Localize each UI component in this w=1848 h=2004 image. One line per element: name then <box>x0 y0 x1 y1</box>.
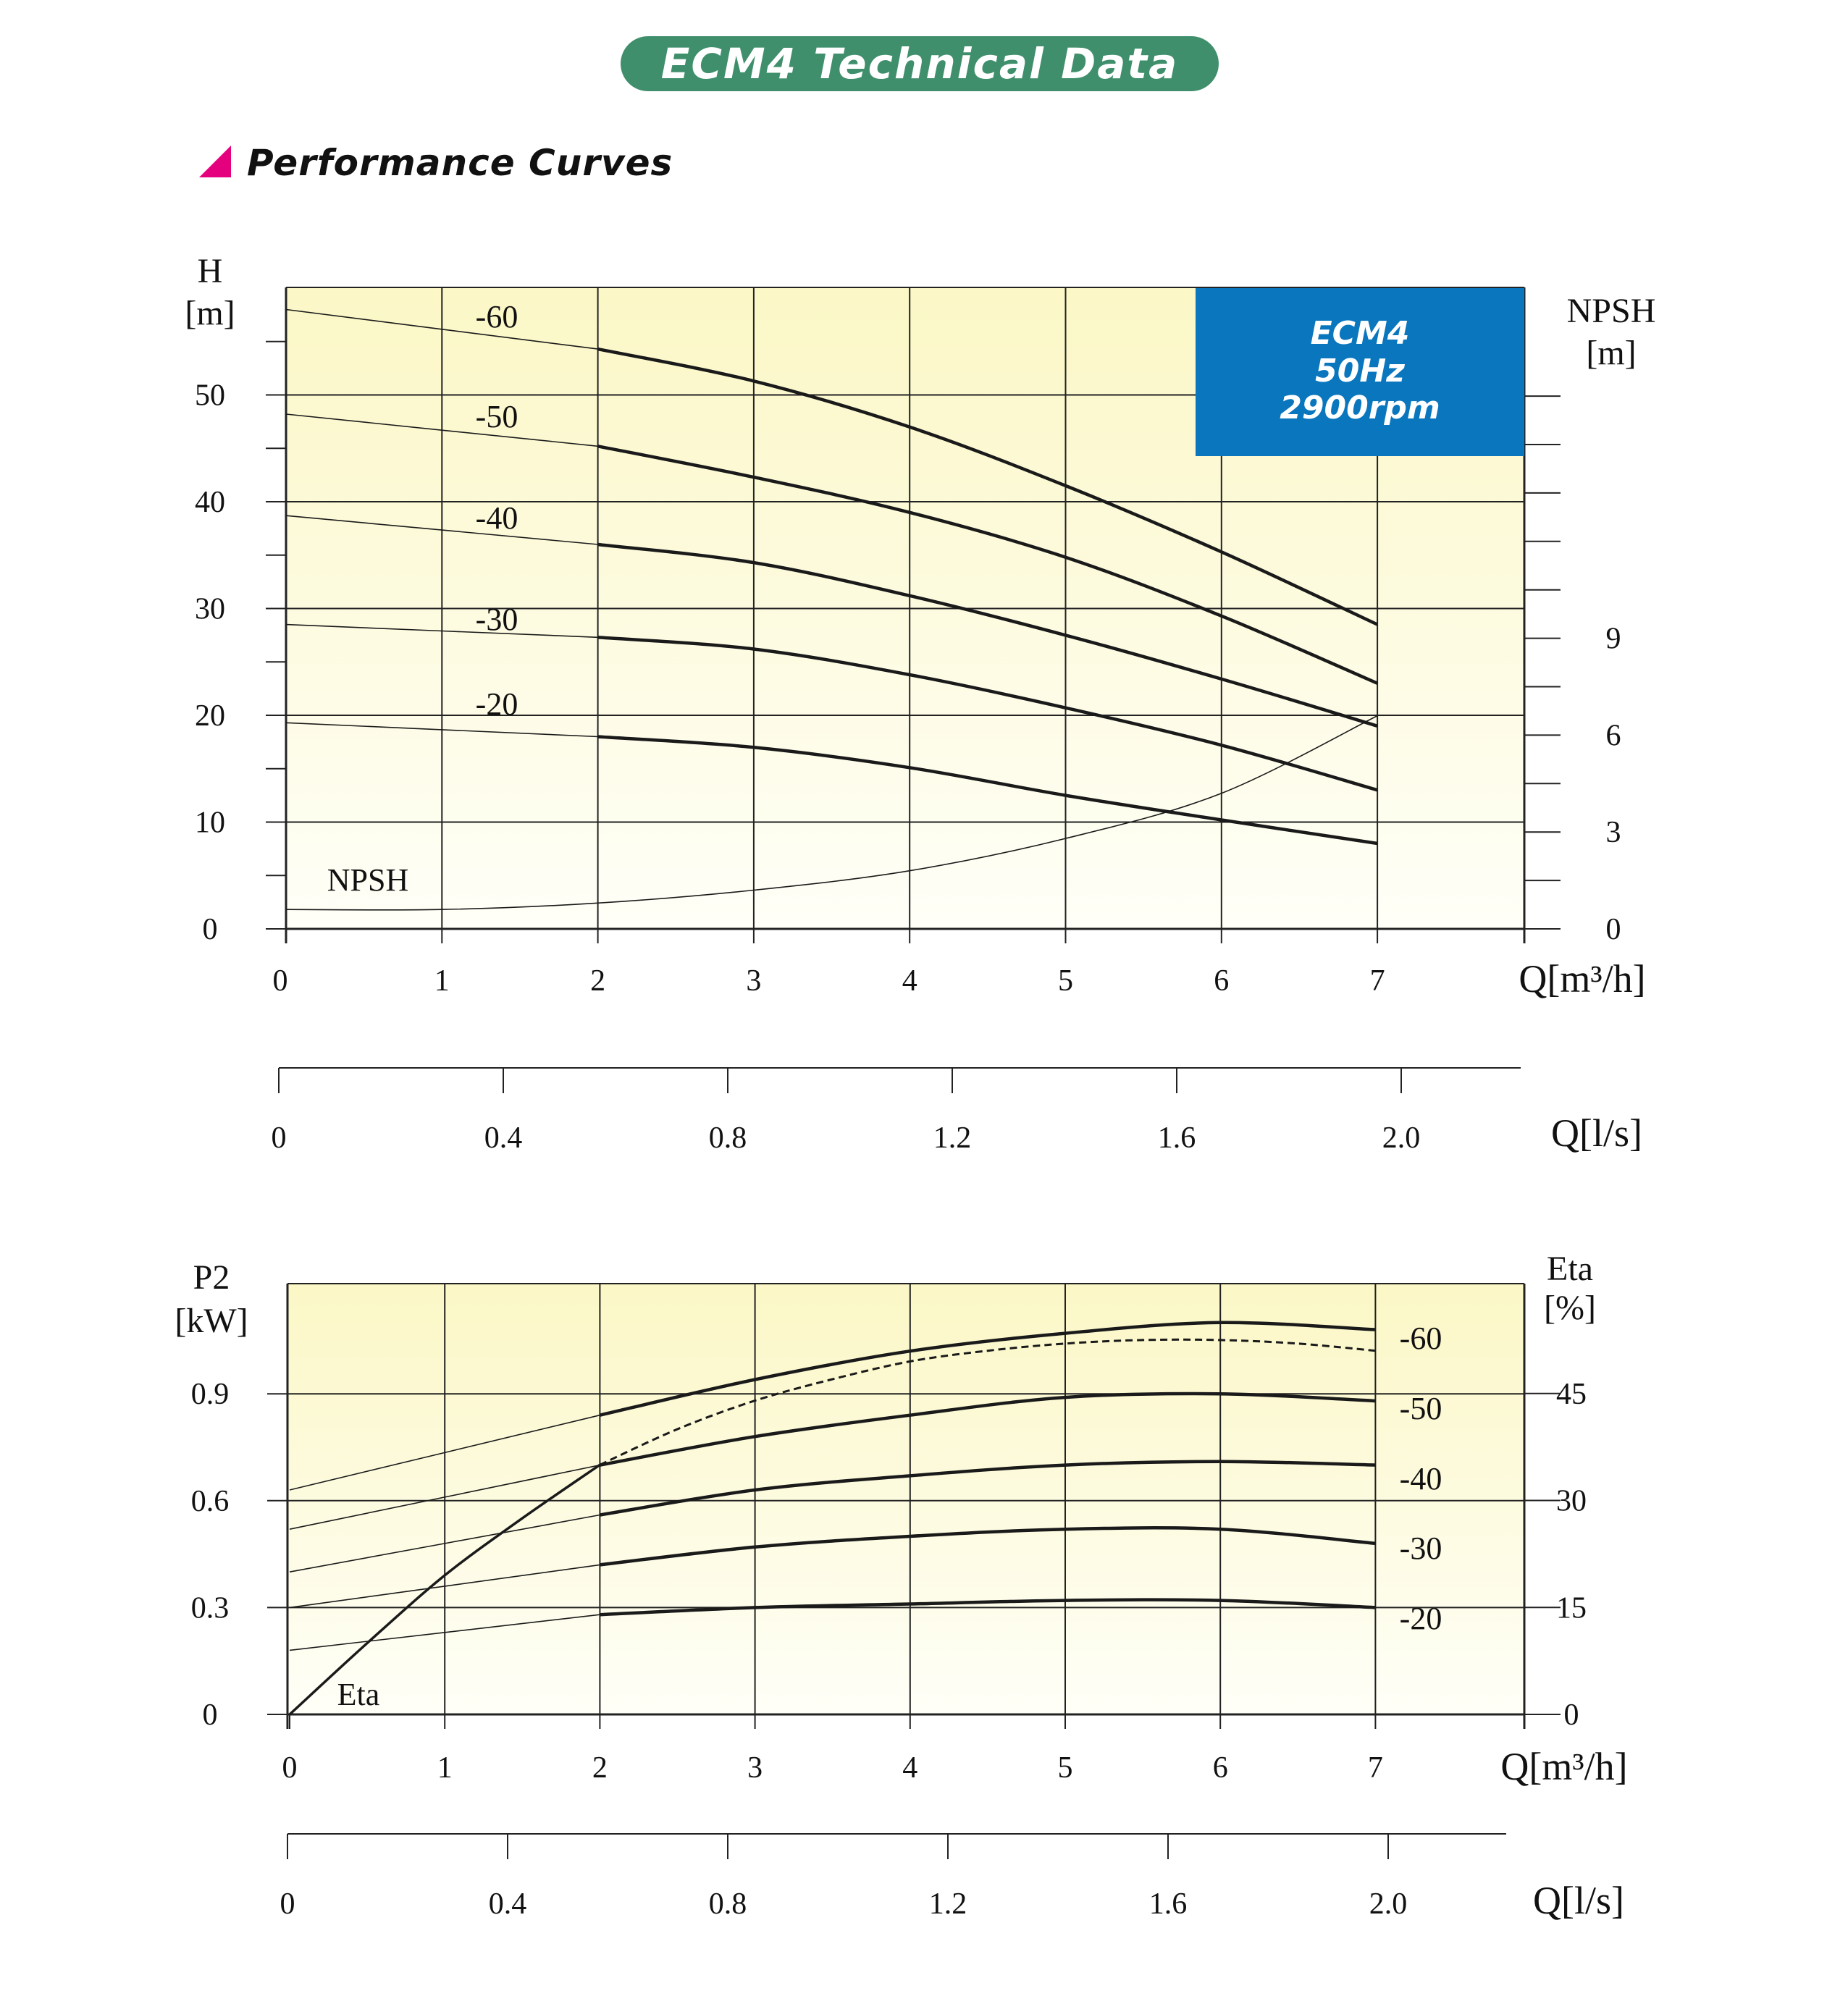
x-axis-label: Q[m³/h] <box>1500 1745 1628 1788</box>
x-tick-label: 4 <box>902 1751 918 1785</box>
x-tick-label: 6 <box>1212 1751 1228 1785</box>
x-tick-label: 2 <box>590 964 606 998</box>
eta-curve-label: Eta <box>337 1677 380 1712</box>
section-title: Performance Curves <box>247 142 673 184</box>
y-tick-label: 0 <box>202 913 218 946</box>
secondary-x-tick-label: 2.0 <box>1382 1121 1421 1155</box>
x-tick-label: 5 <box>1058 964 1073 998</box>
y2-axis-label: Eta <box>1547 1250 1593 1288</box>
y2-axis-unit: [m] <box>1586 334 1637 372</box>
y2-tick-label: 30 <box>1556 1484 1587 1518</box>
y-axis-label: H <box>197 252 223 290</box>
secondary-x-tick-label: 2.0 <box>1369 1887 1408 1921</box>
head-curve-label: -20 <box>475 686 518 722</box>
head-curve-label: -50 <box>475 399 518 434</box>
y2-tick-label: 3 <box>1605 816 1621 850</box>
head-curve-label: -60 <box>475 299 518 334</box>
y-axis-label: P2 <box>193 1258 230 1297</box>
y2-tick-label: 0 <box>1605 913 1621 946</box>
power-curve-label: -20 <box>1399 1601 1442 1636</box>
power-curve-label: -40 <box>1399 1461 1442 1496</box>
y2-tick-label: 15 <box>1556 1591 1587 1625</box>
y-tick-label: 10 <box>195 806 225 840</box>
power-curve-label: -30 <box>1399 1531 1442 1566</box>
x-tick-label: 3 <box>747 1751 763 1785</box>
y-tick-label: 0.6 <box>190 1484 230 1518</box>
x-tick-label: 7 <box>1367 1751 1383 1785</box>
y2-tick-label: 45 <box>1556 1377 1587 1411</box>
secondary-x-tick-label: 0.4 <box>488 1887 527 1921</box>
y-tick-label: 30 <box>195 592 225 626</box>
head-curve-label: -30 <box>475 602 518 637</box>
power-curve-label: -60 <box>1399 1321 1442 1356</box>
secondary-x-tick-label: 0 <box>271 1121 287 1155</box>
y2-tick-label: 0 <box>1563 1698 1579 1732</box>
secondary-x-axis-label: Q[l/s] <box>1533 1879 1624 1922</box>
x-tick-label: 6 <box>1214 964 1230 998</box>
secondary-x-tick-label: 0 <box>280 1887 295 1921</box>
x-tick-label: 4 <box>902 964 917 998</box>
power-eta-chart <box>175 1250 1627 1922</box>
x-tick-label: 3 <box>746 964 762 998</box>
x-tick-label: 0 <box>282 1751 298 1785</box>
x-tick-label: 7 <box>1369 964 1385 998</box>
y2-axis-unit: [%] <box>1544 1289 1596 1327</box>
y-axis-unit: [m] <box>185 294 235 332</box>
x-tick-label: 1 <box>437 1751 453 1785</box>
secondary-x-tick-label: 0.8 <box>708 1121 747 1155</box>
secondary-x-tick-label: 1.2 <box>933 1121 972 1155</box>
y-tick-label: 50 <box>195 379 225 413</box>
banner-title: ECM4 Technical Data <box>660 39 1179 88</box>
secondary-x-tick-label: 1.2 <box>928 1887 967 1921</box>
secondary-x-tick-label: 0.8 <box>708 1887 747 1921</box>
plot-area <box>287 1284 1524 1714</box>
y-tick-label: 0.3 <box>190 1591 230 1625</box>
power-curve-label: -50 <box>1399 1391 1442 1426</box>
secondary-x-tick-label: 1.6 <box>1148 1887 1188 1921</box>
secondary-x-tick-label: 1.6 <box>1157 1121 1196 1155</box>
y-tick-label: 20 <box>195 699 225 733</box>
head-curve-label: -40 <box>475 500 518 536</box>
info-speed: 2900rpm <box>1280 390 1440 426</box>
x-axis-label: Q[m³/h] <box>1519 957 1646 1001</box>
head-chart <box>185 252 1655 1155</box>
y-tick-label: 40 <box>195 486 225 519</box>
info-model: ECM4 <box>1310 315 1410 352</box>
secondary-x-tick-label: 0.4 <box>484 1121 523 1155</box>
y2-tick-label: 6 <box>1605 719 1621 753</box>
y-tick-label: 0.9 <box>190 1378 230 1412</box>
x-tick-label: 1 <box>434 964 450 998</box>
x-tick-label: 0 <box>272 964 288 998</box>
secondary-x-axis-label: Q[l/s] <box>1551 1111 1642 1155</box>
info-frequency: 50Hz <box>1315 353 1405 390</box>
y-axis-unit: [kW] <box>175 1302 248 1340</box>
x-tick-label: 2 <box>592 1751 608 1785</box>
y2-axis-label: NPSH <box>1566 292 1656 330</box>
y-tick-label: 0 <box>202 1698 218 1732</box>
x-tick-label: 5 <box>1057 1751 1073 1785</box>
npsh-curve-label: NPSH <box>327 862 409 898</box>
y2-tick-label: 9 <box>1605 622 1621 656</box>
